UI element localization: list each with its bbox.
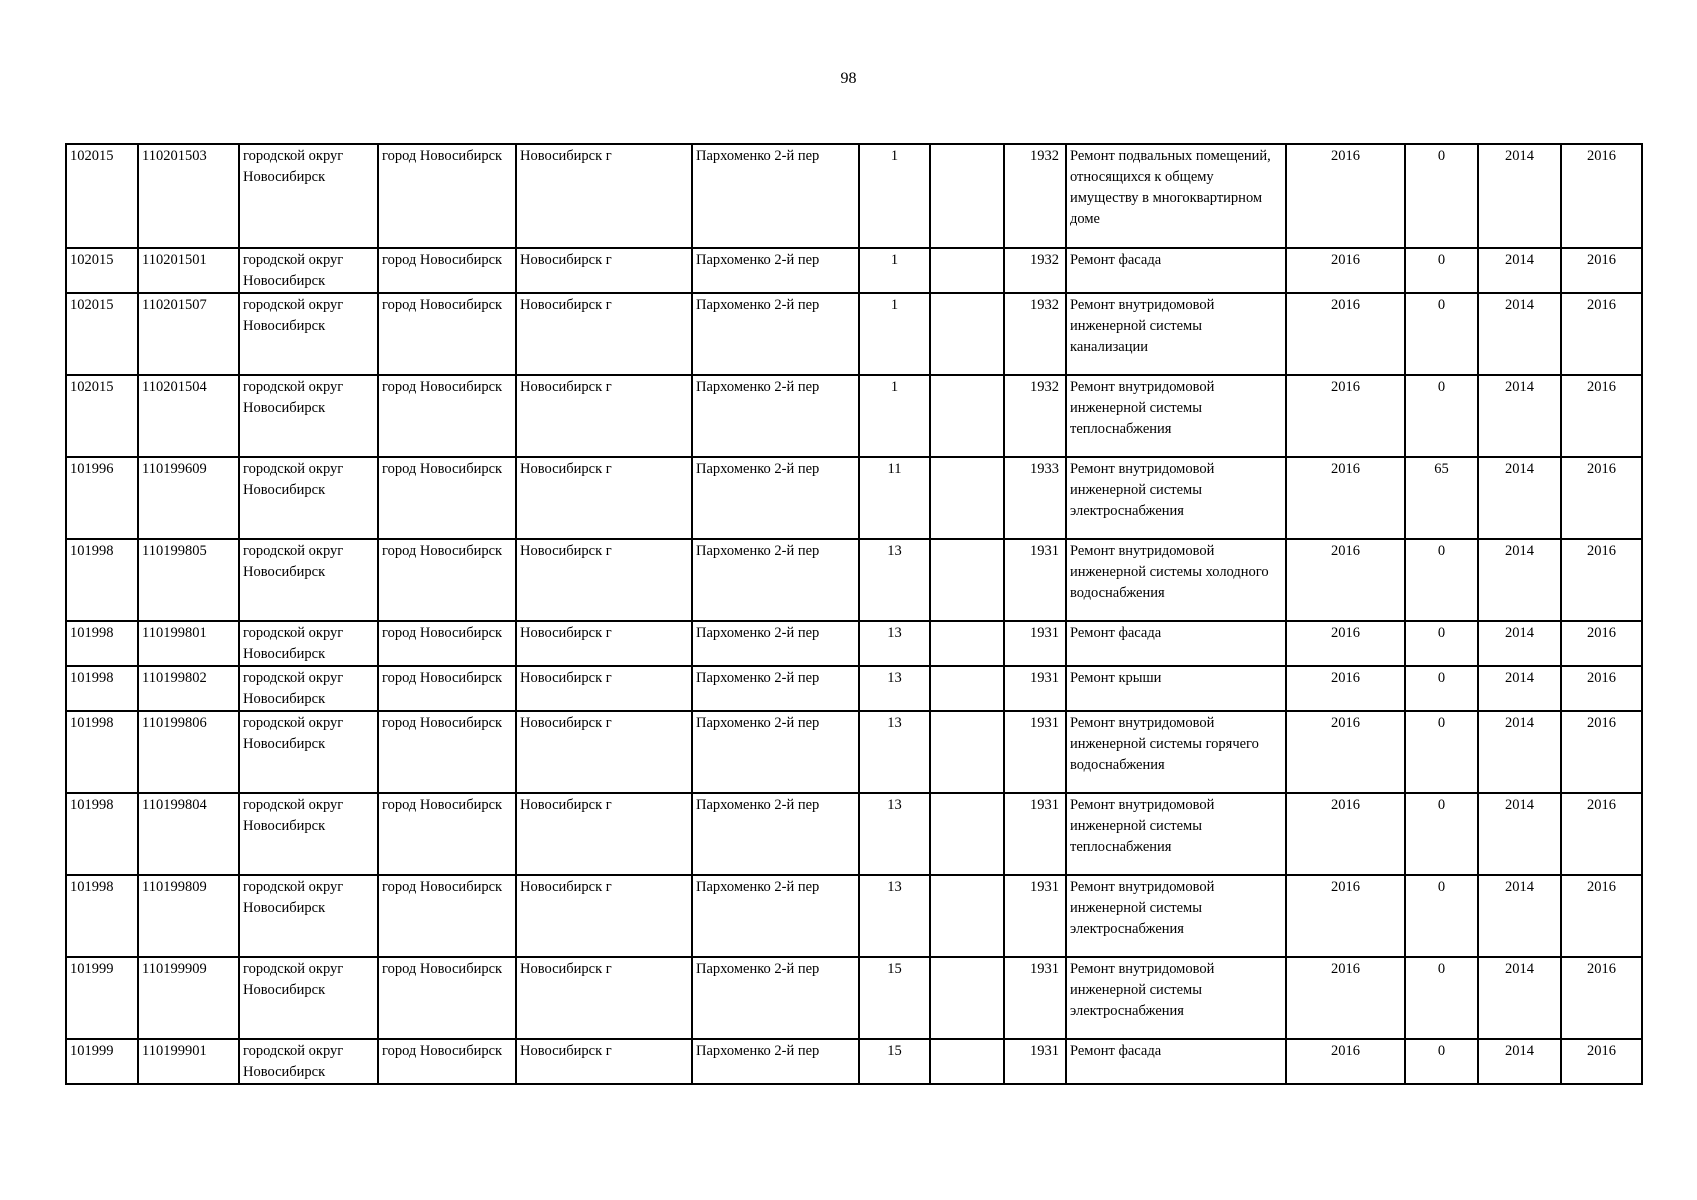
house-id-cell: 102015 — [66, 248, 138, 293]
build-year-cell: 1932 — [1004, 248, 1066, 293]
plan-year-cell: 2016 — [1286, 248, 1405, 293]
period-start-cell: 2014 — [1478, 293, 1561, 375]
street-cell: Пархоменко 2-й пер — [692, 144, 859, 248]
plan-year-cell: 2016 — [1286, 875, 1405, 957]
locality-cell: Новосибирск г — [516, 1039, 692, 1084]
street-cell: Пархоменко 2-й пер — [692, 666, 859, 711]
table-row — [66, 621, 1642, 666]
period-start-cell: 2014 — [1478, 144, 1561, 248]
settlement-cell: город Новосибирск — [378, 666, 516, 711]
house-number-cell: 13 — [859, 539, 930, 621]
work-id-cell: 110201503 — [138, 144, 239, 248]
work-id-cell: 110199901 — [138, 1039, 239, 1084]
building-cell — [930, 957, 1004, 1039]
settlement-cell: город Новосибирск — [378, 875, 516, 957]
period-start-cell: 2014 — [1478, 248, 1561, 293]
house-number-cell: 1 — [859, 293, 930, 375]
period-end-cell: 2016 — [1561, 875, 1642, 957]
settlement-cell: город Новосибирск — [378, 621, 516, 666]
table-row — [66, 144, 1642, 248]
building-cell — [930, 293, 1004, 375]
street-cell: Пархоменко 2-й пер — [692, 539, 859, 621]
table-row — [66, 1039, 1642, 1084]
work-type-cell: Ремонт внутридомовой инженерной системы горячего водоснабжения — [1066, 711, 1286, 793]
building-cell — [930, 248, 1004, 293]
table-body — [66, 144, 1642, 1084]
work-type-cell: Ремонт фасада — [1066, 248, 1286, 293]
work-type-cell: Ремонт фасада — [1066, 621, 1286, 666]
amount-cell: 0 — [1405, 144, 1478, 248]
work-id-cell: 110199609 — [138, 457, 239, 539]
municipality-cell: городской округ Новосибирск — [239, 375, 378, 457]
municipality-cell: городской округ Новосибирск — [239, 621, 378, 666]
municipality-cell: городской округ Новосибирск — [239, 666, 378, 711]
plan-year-cell: 2016 — [1286, 711, 1405, 793]
locality-cell: Новосибирск г — [516, 621, 692, 666]
amount-cell: 0 — [1405, 375, 1478, 457]
house-number-cell: 15 — [859, 1039, 930, 1084]
work-type-cell: Ремонт подвальных помещений, относящихся к общему имуществу в многоквартирном доме — [1066, 144, 1286, 248]
period-start-cell: 2014 — [1478, 621, 1561, 666]
amount-cell: 0 — [1405, 875, 1478, 957]
amount-cell: 0 — [1405, 621, 1478, 666]
building-cell — [930, 1039, 1004, 1084]
work-id-cell: 110199805 — [138, 539, 239, 621]
municipality-cell: городской округ Новосибирск — [239, 457, 378, 539]
period-start-cell: 2014 — [1478, 457, 1561, 539]
period-start-cell: 2014 — [1478, 957, 1561, 1039]
work-id-cell: 110199806 — [138, 711, 239, 793]
table-row — [66, 539, 1642, 621]
plan-year-cell: 2016 — [1286, 621, 1405, 666]
house-number-cell: 13 — [859, 793, 930, 875]
street-cell: Пархоменко 2-й пер — [692, 711, 859, 793]
amount-cell: 0 — [1405, 711, 1478, 793]
amount-cell: 0 — [1405, 666, 1478, 711]
plan-year-cell: 2016 — [1286, 539, 1405, 621]
locality-cell: Новосибирск г — [516, 144, 692, 248]
street-cell: Пархоменко 2-й пер — [692, 875, 859, 957]
table-row — [66, 293, 1642, 375]
municipality-cell: городской округ Новосибирск — [239, 539, 378, 621]
municipality-cell: городской округ Новосибирск — [239, 293, 378, 375]
plan-year-cell: 2016 — [1286, 375, 1405, 457]
house-id-cell: 101999 — [66, 1039, 138, 1084]
build-year-cell: 1931 — [1004, 621, 1066, 666]
house-number-cell: 15 — [859, 957, 930, 1039]
street-cell: Пархоменко 2-й пер — [692, 957, 859, 1039]
period-start-cell: 2014 — [1478, 711, 1561, 793]
house-number-cell: 1 — [859, 375, 930, 457]
work-id-cell: 110199909 — [138, 957, 239, 1039]
locality-cell: Новосибирск г — [516, 793, 692, 875]
building-cell — [930, 144, 1004, 248]
work-type-cell: Ремонт внутридомовой инженерной системы электроснабжения — [1066, 875, 1286, 957]
municipality-cell: городской округ Новосибирск — [239, 957, 378, 1039]
amount-cell: 0 — [1405, 957, 1478, 1039]
work-id-cell: 110201504 — [138, 375, 239, 457]
locality-cell: Новосибирск г — [516, 711, 692, 793]
locality-cell: Новосибирск г — [516, 539, 692, 621]
house-id-cell: 102015 — [66, 375, 138, 457]
house-id-cell: 101999 — [66, 957, 138, 1039]
locality-cell: Новосибирск г — [516, 248, 692, 293]
amount-cell: 0 — [1405, 248, 1478, 293]
period-end-cell: 2016 — [1561, 957, 1642, 1039]
table-row — [66, 957, 1642, 1039]
plan-year-cell: 2016 — [1286, 1039, 1405, 1084]
build-year-cell: 1931 — [1004, 666, 1066, 711]
period-start-cell: 2014 — [1478, 666, 1561, 711]
settlement-cell: город Новосибирск — [378, 1039, 516, 1084]
amount-cell: 0 — [1405, 293, 1478, 375]
settlement-cell: город Новосибирск — [378, 957, 516, 1039]
build-year-cell: 1932 — [1004, 144, 1066, 248]
house-number-cell: 1 — [859, 144, 930, 248]
amount-cell: 0 — [1405, 1039, 1478, 1084]
locality-cell: Новосибирск г — [516, 375, 692, 457]
building-cell — [930, 875, 1004, 957]
period-start-cell: 2014 — [1478, 1039, 1561, 1084]
municipality-cell: городской округ Новосибирск — [239, 793, 378, 875]
locality-cell: Новосибирск г — [516, 957, 692, 1039]
house-id-cell: 101996 — [66, 457, 138, 539]
house-number-cell: 13 — [859, 875, 930, 957]
page-number: 98 — [840, 70, 857, 87]
municipality-cell: городской округ Новосибирск — [239, 144, 378, 248]
work-type-cell: Ремонт крыши — [1066, 666, 1286, 711]
amount-cell: 0 — [1405, 539, 1478, 621]
street-cell: Пархоменко 2-й пер — [692, 1039, 859, 1084]
period-end-cell: 2016 — [1561, 666, 1642, 711]
build-year-cell: 1932 — [1004, 375, 1066, 457]
table-row — [66, 875, 1642, 957]
building-cell — [930, 711, 1004, 793]
build-year-cell: 1933 — [1004, 457, 1066, 539]
building-cell — [930, 539, 1004, 621]
building-cell — [930, 375, 1004, 457]
locality-cell: Новосибирск г — [516, 293, 692, 375]
settlement-cell: город Новосибирск — [378, 793, 516, 875]
period-start-cell: 2014 — [1478, 875, 1561, 957]
period-start-cell: 2014 — [1478, 539, 1561, 621]
settlement-cell: город Новосибирск — [378, 711, 516, 793]
build-year-cell: 1931 — [1004, 1039, 1066, 1084]
period-start-cell: 2014 — [1478, 375, 1561, 457]
amount-cell: 0 — [1405, 793, 1478, 875]
settlement-cell: город Новосибирск — [378, 248, 516, 293]
settlement-cell: город Новосибирск — [378, 375, 516, 457]
house-id-cell: 101998 — [66, 621, 138, 666]
work-id-cell: 110201501 — [138, 248, 239, 293]
street-cell: Пархоменко 2-й пер — [692, 293, 859, 375]
street-cell: Пархоменко 2-й пер — [692, 621, 859, 666]
work-type-cell: Ремонт фасада — [1066, 1039, 1286, 1084]
period-end-cell: 2016 — [1561, 375, 1642, 457]
build-year-cell: 1931 — [1004, 539, 1066, 621]
period-end-cell: 2016 — [1561, 248, 1642, 293]
work-type-cell: Ремонт внутридомовой инженерной системы канализации — [1066, 293, 1286, 375]
period-end-cell: 2016 — [1561, 621, 1642, 666]
build-year-cell: 1931 — [1004, 793, 1066, 875]
repair-schedule-table — [65, 143, 1643, 1085]
settlement-cell: город Новосибирск — [378, 457, 516, 539]
house-number-cell: 13 — [859, 711, 930, 793]
street-cell: Пархоменко 2-й пер — [692, 793, 859, 875]
work-type-cell: Ремонт внутридомовой инженерной системы теплоснабжения — [1066, 375, 1286, 457]
plan-year-cell: 2016 — [1286, 793, 1405, 875]
street-cell: Пархоменко 2-й пер — [692, 248, 859, 293]
house-id-cell: 102015 — [66, 293, 138, 375]
period-end-cell: 2016 — [1561, 539, 1642, 621]
plan-year-cell: 2016 — [1286, 666, 1405, 711]
build-year-cell: 1931 — [1004, 957, 1066, 1039]
settlement-cell: город Новосибирск — [378, 293, 516, 375]
period-end-cell: 2016 — [1561, 457, 1642, 539]
house-id-cell: 101998 — [66, 875, 138, 957]
house-id-cell: 101998 — [66, 711, 138, 793]
settlement-cell: город Новосибирск — [378, 144, 516, 248]
municipality-cell: городской округ Новосибирск — [239, 875, 378, 957]
work-id-cell: 110199804 — [138, 793, 239, 875]
locality-cell: Новосибирск г — [516, 875, 692, 957]
work-id-cell: 110199809 — [138, 875, 239, 957]
plan-year-cell: 2016 — [1286, 144, 1405, 248]
house-number-cell: 1 — [859, 248, 930, 293]
build-year-cell: 1932 — [1004, 293, 1066, 375]
house-id-cell: 101998 — [66, 666, 138, 711]
settlement-cell: город Новосибирск — [378, 539, 516, 621]
street-cell: Пархоменко 2-й пер — [692, 457, 859, 539]
work-id-cell: 110199801 — [138, 621, 239, 666]
table-row — [66, 711, 1642, 793]
table-row — [66, 666, 1642, 711]
table-row — [66, 248, 1642, 293]
locality-cell: Новосибирск г — [516, 457, 692, 539]
building-cell — [930, 621, 1004, 666]
work-type-cell: Ремонт внутридомовой инженерной системы холодного водоснабжения — [1066, 539, 1286, 621]
building-cell — [930, 793, 1004, 875]
municipality-cell: городской округ Новосибирск — [239, 1039, 378, 1084]
house-id-cell: 101998 — [66, 793, 138, 875]
building-cell — [930, 666, 1004, 711]
building-cell — [930, 457, 1004, 539]
work-id-cell: 110201507 — [138, 293, 239, 375]
period-end-cell: 2016 — [1561, 793, 1642, 875]
house-id-cell: 102015 — [66, 144, 138, 248]
house-number-cell: 13 — [859, 666, 930, 711]
work-type-cell: Ремонт внутридомовой инженерной системы электроснабжения — [1066, 957, 1286, 1039]
period-end-cell: 2016 — [1561, 144, 1642, 248]
period-end-cell: 2016 — [1561, 711, 1642, 793]
municipality-cell: городской округ Новосибирск — [239, 248, 378, 293]
table-row — [66, 375, 1642, 457]
table-row — [66, 793, 1642, 875]
table-row — [66, 457, 1642, 539]
work-id-cell: 110199802 — [138, 666, 239, 711]
work-type-cell: Ремонт внутридомовой инженерной системы теплоснабжения — [1066, 793, 1286, 875]
period-end-cell: 2016 — [1561, 1039, 1642, 1084]
work-type-cell: Ремонт внутридомовой инженерной системы электроснабжения — [1066, 457, 1286, 539]
amount-cell: 65 — [1405, 457, 1478, 539]
build-year-cell: 1931 — [1004, 875, 1066, 957]
house-id-cell: 101998 — [66, 539, 138, 621]
municipality-cell: городской округ Новосибирск — [239, 711, 378, 793]
plan-year-cell: 2016 — [1286, 457, 1405, 539]
locality-cell: Новосибирск г — [516, 666, 692, 711]
plan-year-cell: 2016 — [1286, 957, 1405, 1039]
house-number-cell: 13 — [859, 621, 930, 666]
plan-year-cell: 2016 — [1286, 293, 1405, 375]
build-year-cell: 1931 — [1004, 711, 1066, 793]
street-cell: Пархоменко 2-й пер — [692, 375, 859, 457]
period-start-cell: 2014 — [1478, 793, 1561, 875]
house-number-cell: 11 — [859, 457, 930, 539]
period-end-cell: 2016 — [1561, 293, 1642, 375]
